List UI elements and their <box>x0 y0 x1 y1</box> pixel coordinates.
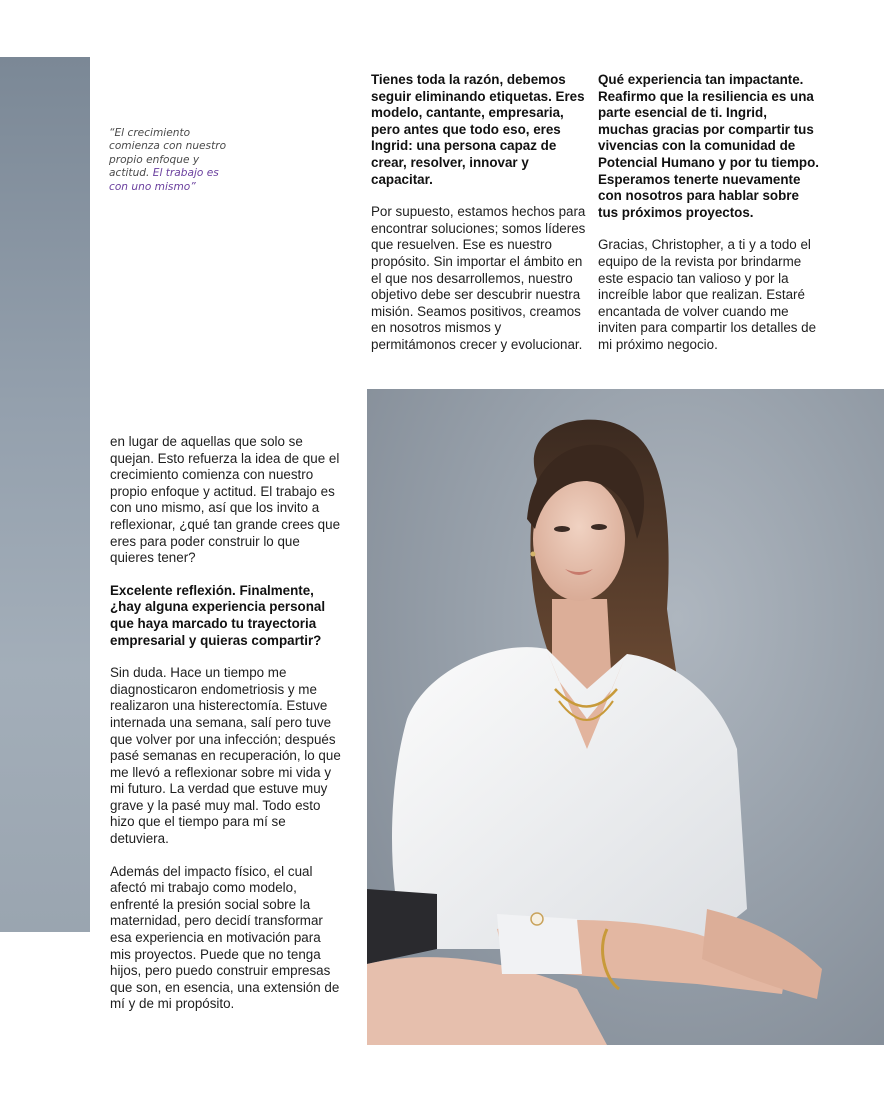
interview-question: Tienes toda la razón, debemos seguir eliminando etiquetas. Eres modelo, cantante, empresaria, pero antes que todo eso, eres Ingrid: una persona capaz de crear, resolver, innovar y capacitar. <box>371 72 585 187</box>
interview-answer: Sin duda. Hace un tiempo me diagnosticaron endometriosis y me realizaron una histerectomía. Estuve internada una semana, salí pero tuve que volver por una infección; después pasé semanas en recuperación, lo que me llevó a reflexionar sobre mi vida y mi futuro. La verdad que estuve muy grave y la pasé muy mal. Todo esto hizo que el tiempo para mí se detuviera. <box>110 665 341 847</box>
interview-answer: Además del impacto físico, el cual afectó mi trabajo como modelo, enfrenté la presión social sobre la maternidad, pero decidí transformar esa experiencia en motivación para mis proyectos. Puede que no tenga hijos, pero puedo construir empresas que son, en esencia, una extensión de mí y de mi propósito. <box>110 863 340 1012</box>
decorative-side-band <box>0 57 90 932</box>
article-column-bottom-left <box>110 434 342 1029</box>
article-column-top-left <box>371 72 589 370</box>
portrait-photo <box>367 389 884 1045</box>
interview-question: Excelente reflexión. Finalmente, ¿hay alguna experiencia personal que haya marcado tu trayectoria empresarial y quieras compartir? <box>110 582 326 648</box>
pull-quote <box>109 127 229 194</box>
pull-quote-text: “El crecimiento comienza con nuestro propio enfoque y actitud. <box>109 127 227 180</box>
interview-answer: Gracias, Christopher, a ti y a todo el equipo de la revista por brindarme este espacio tan valioso y por la increíble labor que realizan. Estaré encantada de volver cuando me inviten para compartir los detalles de mi próximo negocio. <box>598 237 817 352</box>
interview-answer: en lugar de aquellas que solo se quejan. Esto refuerza la idea de que el crecimiento comienza con nuestro propio enfoque y actitud. El trabajo es con uno mismo, así que los invito a reflexionar, ¿qué tan grande crees que eres para poder construir lo que quieres tener? <box>110 434 341 566</box>
interview-question: Qué experiencia tan impactante. Reafirmo que la resiliencia es una parte esencial de ti. Ingrid, muchas gracias por compartir tus vivencias con la comunidad de Potencial Humano y por tu tiempo. Esperamos tenerte nuevamente con nosotros para hablar sobre tus próximos proyectos. <box>598 72 819 220</box>
article-column-top-right <box>598 72 820 370</box>
pull-quote-accent: El trabajo es con uno mismo” <box>109 167 219 193</box>
interview-answer: Por supuesto, estamos hechos para encontrar soluciones; somos líderes que resuelven. Ese es nuestro propósito. Sin importar el ámbito en el que nos desarrollemos, nuestro objetivo debe ser descubrir nuestra misión. Seamos positivos, creamos en nosotros mismos y permitámonos crecer y evolucionar. <box>371 204 586 352</box>
